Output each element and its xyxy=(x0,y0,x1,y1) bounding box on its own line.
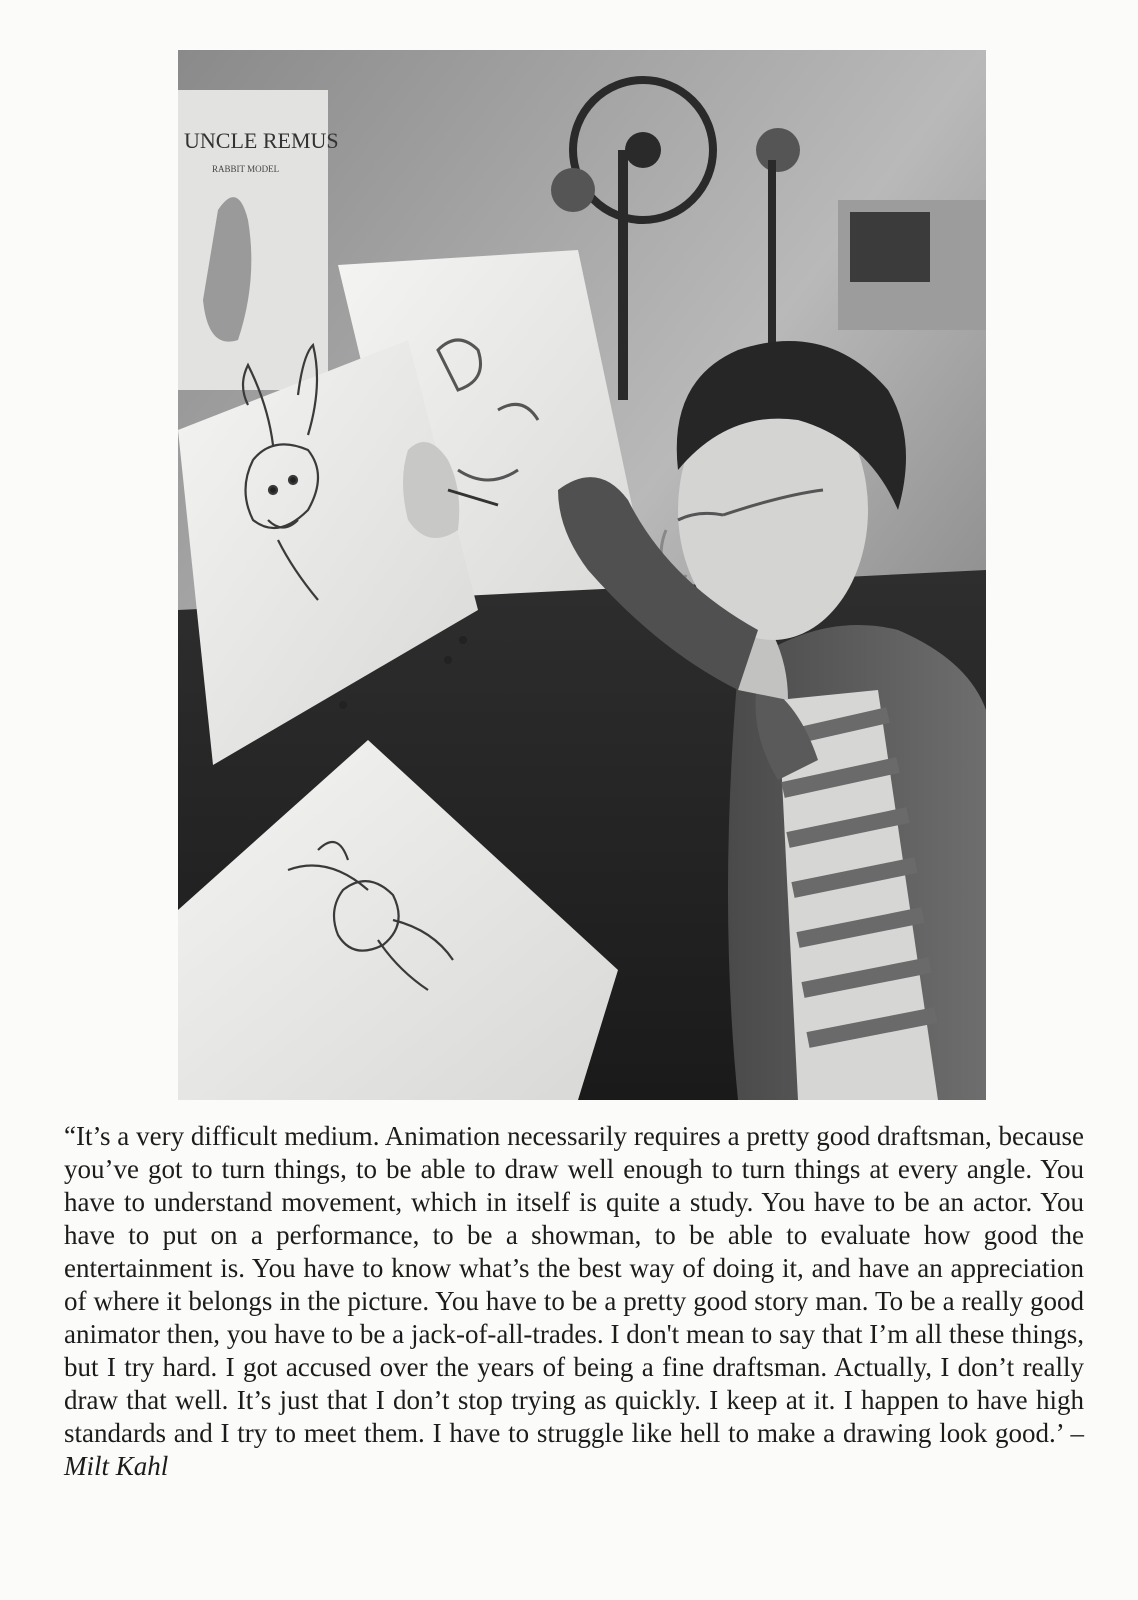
poster-title: UNCLE REMUS xyxy=(184,128,339,153)
quote-author: Milt Kahl xyxy=(64,1451,169,1481)
quote-block xyxy=(64,1120,1084,1483)
quote-text: “It’s a very difficult medium. Animation necessarily requires a pretty good draftsman, because you’ve got to turn things, to be able to draw well enough to turn things at every angle. You have to understand movement, which in itself is quite a study. You have to be an actor. You have to put on a performance, to be a showman, to be able to evaluate how good the entertainment is. You have to know what’s the best way of doing it, and have an appreciation of where it belongs in the picture. You have to be a pretty good story man. To be a really good animator then, you have to be a jack-of-all-trades. I don't mean to say that I’m all these things, but I try hard. I got accused over the years of being a fine draftsman. Actually, I don’t really draw that well. It’s just that I don’t stop trying as quickly. I keep at it. I happen to have high standards and I try to meet them. I have to struggle like hell to make a drawing look good.’ – xyxy=(64,1121,1084,1448)
animator-photo xyxy=(178,50,986,1100)
poster-subtitle: RABBIT MODEL xyxy=(212,164,280,174)
